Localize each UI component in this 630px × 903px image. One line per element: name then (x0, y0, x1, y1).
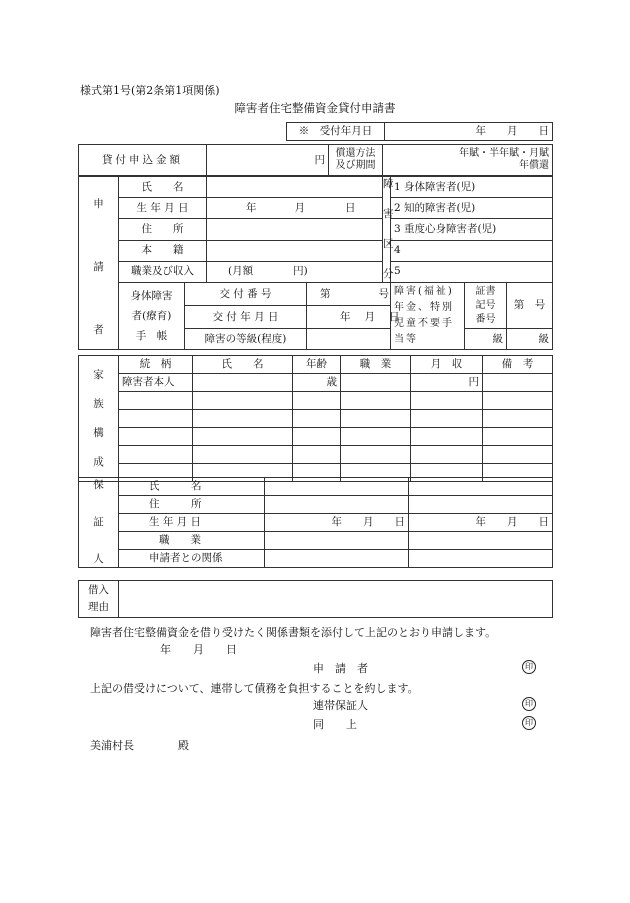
guarantor-seal (522, 697, 536, 711)
reason-field[interactable] (119, 581, 553, 618)
grade-label: 障害の等級(程度) (185, 329, 307, 350)
family-header-name: 氏 名 (193, 356, 293, 374)
applicant-section-label: 申 請 者 (79, 177, 119, 350)
loan-table (78, 144, 553, 176)
issue-number-label: 交 付 番 号 (185, 283, 307, 306)
applicant-domicile-label: 本 籍 (119, 240, 207, 261)
guarantor-birth-field-1[interactable]: 年 月 日 (265, 514, 409, 532)
applicant-birth-field[interactable]: 年 月 日 (207, 198, 383, 219)
issue-date-label: 交 付 年 月 日 (185, 306, 307, 329)
repayment-label: 償還方法 及び期間 (329, 145, 383, 176)
reason-table (78, 580, 553, 618)
guarantor-birth-label: 生 年 月 日 (119, 514, 265, 532)
family-name-cell[interactable] (193, 374, 293, 392)
receipt-table (286, 122, 553, 141)
guarantor-job-field-2[interactable] (409, 532, 553, 550)
loan-amount-label: 貸付申込金額 (79, 145, 207, 176)
applicant-table (78, 176, 553, 350)
family-table (78, 355, 553, 482)
guarantor-name-field-2[interactable] (409, 478, 553, 496)
seal-icon: 印 (522, 716, 536, 730)
applicant-domicile-field[interactable] (207, 240, 383, 261)
guarantee-statement: 上記の借受けについて、連帯して債務を負担することを約します。 (90, 682, 419, 695)
application-date: 年 月 日 (160, 643, 237, 656)
disability-item[interactable]: 1 身体障害者(児) (391, 177, 553, 198)
family-job-cell[interactable] (341, 374, 411, 392)
guarantor-relation-field-2[interactable] (409, 550, 553, 568)
guarantor-name-field-1[interactable] (265, 478, 409, 496)
seal-icon: 印 (522, 697, 536, 711)
table-row (79, 428, 553, 446)
guarantor-address-field-1[interactable] (265, 496, 409, 514)
issue-date-field[interactable]: 年 月 日 (307, 306, 391, 329)
family-age-cell[interactable]: 歳 (293, 374, 341, 392)
applicant-birth-label: 生 年 月 日 (119, 198, 207, 219)
grade-unit-1[interactable]: 級 (465, 329, 507, 350)
grade-unit-2[interactable]: 級 (507, 329, 553, 350)
same-above-label: 同 上 (313, 718, 357, 731)
guarantor-birth-field-2[interactable]: 年 月 日 (409, 514, 553, 532)
guarantor-table (78, 477, 553, 568)
loan-amount-field[interactable]: 円 (207, 145, 329, 176)
applicant-name-label: 氏 名 (119, 177, 207, 198)
family-header-notes: 備 考 (483, 356, 553, 374)
applicant-address-field[interactable] (207, 219, 383, 240)
table-row (79, 446, 553, 464)
form-label: 様式第1号(第2条第1項関係) (80, 84, 220, 97)
table-row (79, 392, 553, 410)
receipt-label: ※ 受付年月日 (287, 123, 385, 141)
certificate-label: 証書 記号 番号 (465, 283, 507, 329)
receipt-date-field[interactable]: 年 月 日 (385, 123, 553, 141)
applicant-job-field[interactable]: (月額 円) (207, 261, 383, 282)
disability-item[interactable]: 3 重度心身障害者(児) (391, 219, 553, 240)
disability-item[interactable]: 2 知的障害者(児) (391, 198, 553, 219)
guarantor-job-field-1[interactable] (265, 532, 409, 550)
handbook-label: 身体障害 者(療育) 手 帳 (119, 283, 185, 350)
seal-icon: 印 (522, 660, 536, 674)
applicant-address-label: 住 所 (119, 219, 207, 240)
page-title: 障害者住宅整備資金貸付申請書 (234, 101, 396, 115)
family-section-label: 家 族 構 成 (79, 356, 119, 482)
repayment-field[interactable]: 年賦・半年賦・月賦 年償還 (383, 145, 553, 176)
second-guarantor-seal (522, 716, 536, 730)
disability-item[interactable]: 5 (391, 261, 553, 282)
family-header-income: 月 収 (411, 356, 483, 374)
table-row (79, 410, 553, 428)
disability-section-label: 障 害 区 分 (383, 177, 391, 283)
guarantor-name-label: 氏 名 (119, 478, 265, 496)
applicant-seal (522, 660, 536, 674)
disability-item[interactable]: 4 (391, 240, 553, 261)
family-income-cell[interactable]: 円 (411, 374, 483, 392)
applicant-name-field[interactable] (207, 177, 383, 198)
applicant-signature-label: 申 請 者 (313, 662, 368, 675)
guarantor-address-label: 住 所 (119, 496, 265, 514)
family-header-age: 年齢 (293, 356, 341, 374)
pension-label: 障害(福祉)年金、特別児童不要手当等 (391, 283, 465, 350)
guarantor-job-label: 職 業 (119, 532, 265, 550)
family-notes-cell[interactable] (483, 374, 553, 392)
family-header-job: 職 業 (341, 356, 411, 374)
application-statement: 障害者住宅整備資金を借り受けたく関係書類を添付して上記のとおり申請します。 (90, 626, 497, 639)
applicant-job-label: 職業及び収入 (119, 261, 207, 282)
family-relation-cell: 障害者本人 (119, 374, 193, 392)
addressee: 美浦村長 殿 (90, 739, 189, 752)
guarantor-relation-field-1[interactable] (265, 550, 409, 568)
certificate-number-field[interactable]: 第 号 (507, 283, 553, 329)
guarantor-address-field-2[interactable] (409, 496, 553, 514)
grade-field[interactable] (307, 329, 391, 350)
guarantor-signature-label: 連帯保証人 (313, 699, 368, 712)
reason-label: 借入 理由 (79, 581, 119, 618)
guarantor-relation-label: 申請者との関係 (119, 550, 265, 568)
guarantor-section-label: 保 証 人 (79, 478, 119, 568)
issue-number-field[interactable]: 第 号 (307, 283, 391, 306)
family-header-relation: 続 柄 (119, 356, 193, 374)
